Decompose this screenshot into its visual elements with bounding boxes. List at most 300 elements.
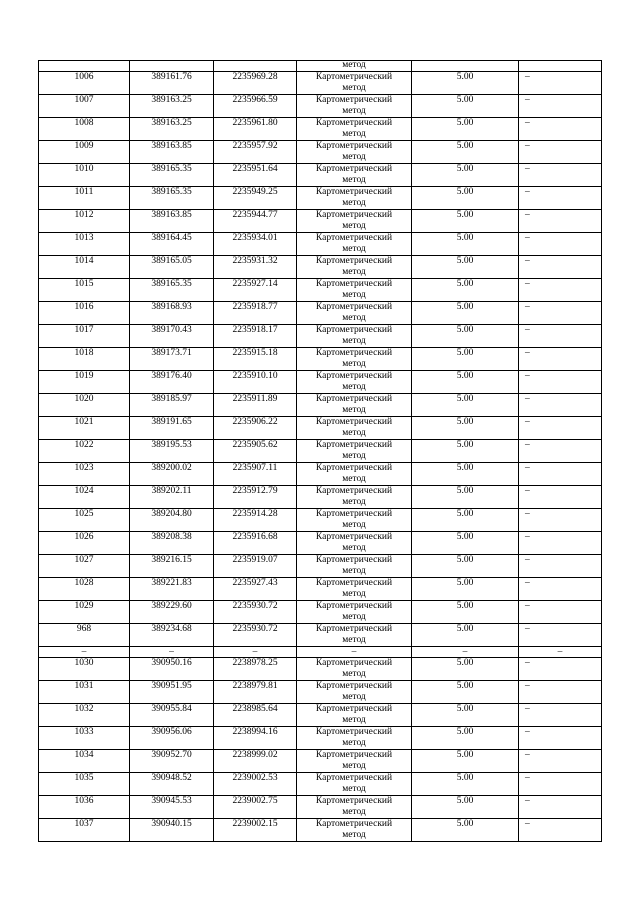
table-row <box>39 371 602 394</box>
point-number-cell: 968 <box>39 624 130 647</box>
method-line-1: Картометрический <box>315 141 393 151</box>
x-coordinate-cell: 389170.43 <box>130 325 214 348</box>
table-row <box>39 532 602 555</box>
separator-dash-cell: – <box>130 647 214 658</box>
description-cell: – <box>519 773 602 796</box>
point-number-cell: 1031 <box>39 681 130 704</box>
accuracy-cell: 5.00 <box>412 72 519 95</box>
description-cell: – <box>519 302 602 325</box>
y-coordinate-cell: 2239002.75 <box>214 796 297 819</box>
x-coordinate-cell: 389216.15 <box>130 555 214 578</box>
method-line-1: Картометрический <box>315 578 393 588</box>
method-line-1: Картометрический <box>315 704 393 714</box>
method-line-1: Картометрический <box>315 348 393 358</box>
method-line-1: Картометрический <box>315 118 393 128</box>
y-coordinate-cell: 2238979.81 <box>214 681 297 704</box>
y-coordinate-cell: 2235966.59 <box>214 95 297 118</box>
method-line-2: метод <box>342 566 366 576</box>
point-number-cell: 1017 <box>39 325 130 348</box>
table-row <box>39 325 602 348</box>
accuracy-cell: 5.00 <box>412 727 519 750</box>
table-row <box>39 727 602 750</box>
x-coordinate-cell: 389164.45 <box>130 233 214 256</box>
method-line-2: метод <box>342 221 366 231</box>
x-coordinate-cell: 389173.71 <box>130 348 214 371</box>
method-cell <box>297 95 412 118</box>
point-number-cell: 1023 <box>39 463 130 486</box>
method-line-2: метод <box>342 761 366 771</box>
description-cell: – <box>519 325 602 348</box>
x-coordinate-cell: 390940.15 <box>130 819 214 842</box>
x-coordinate-cell: 390951.95 <box>130 681 214 704</box>
separator-dash-cell: – <box>39 647 130 658</box>
method-line-2: метод <box>342 244 366 254</box>
accuracy-cell: 5.00 <box>412 819 519 842</box>
y-coordinate-cell: 2235915.18 <box>214 348 297 371</box>
point-number-cell: 1020 <box>39 394 130 417</box>
table-row <box>39 578 602 601</box>
table-row <box>39 750 602 773</box>
separator-dash-cell: – <box>412 647 519 658</box>
accuracy-cell: 5.00 <box>412 796 519 819</box>
description-cell: – <box>519 658 602 681</box>
method-line-2: метод <box>342 382 366 392</box>
description-cell: – <box>519 279 602 302</box>
method-line-1: Картометрический <box>315 486 393 496</box>
method-cell <box>297 210 412 233</box>
method-cell <box>297 256 412 279</box>
y-coordinate-cell: 2238994.16 <box>214 727 297 750</box>
method-cell <box>297 819 412 842</box>
method-line-2: метод <box>342 543 366 553</box>
method-line-2: метод <box>342 152 366 162</box>
point-number-cell: 1036 <box>39 796 130 819</box>
point-number-cell: 1030 <box>39 658 130 681</box>
table-row <box>39 279 602 302</box>
x-coordinate-cell: 389165.35 <box>130 187 214 210</box>
y-coordinate-cell: 2235912.79 <box>214 486 297 509</box>
x-coordinate-cell: 389176.40 <box>130 371 214 394</box>
description-cell: – <box>519 509 602 532</box>
table-row-separator <box>39 647 602 658</box>
point-number-cell: 1025 <box>39 509 130 532</box>
accuracy-cell: 5.00 <box>412 348 519 371</box>
method-line-2: метод <box>342 669 366 679</box>
method-line-1: Картометрический <box>315 796 393 806</box>
y-coordinate-cell: 2235918.77 <box>214 302 297 325</box>
accuracy-cell: 5.00 <box>412 164 519 187</box>
method-cell <box>297 72 412 95</box>
y-coordinate-cell: 2235906.22 <box>214 417 297 440</box>
x-coordinate-cell: 389168.93 <box>130 302 214 325</box>
method-line-1: Картометрический <box>315 750 393 760</box>
y-coordinate-cell: 2235930.72 <box>214 601 297 624</box>
y-coordinate-cell: 2235969.28 <box>214 72 297 95</box>
method-line-2: метод <box>342 405 366 415</box>
x-coordinate-cell: 389221.83 <box>130 578 214 601</box>
method-line-2: метод <box>342 290 366 300</box>
method-line-2: метод <box>342 589 366 599</box>
table-row-continued <box>39 61 602 72</box>
point-number-cell: 1024 <box>39 486 130 509</box>
point-number-cell: 1011 <box>39 187 130 210</box>
method-cell <box>297 624 412 647</box>
method-cell <box>297 486 412 509</box>
method-line-1: Картометрический <box>315 624 393 634</box>
method-cell <box>297 187 412 210</box>
description-cell: – <box>519 704 602 727</box>
document-page <box>38 60 601 842</box>
description-cell: – <box>519 164 602 187</box>
x-coordinate-cell: 389165.35 <box>130 164 214 187</box>
y-coordinate-cell: 2239002.53 <box>214 773 297 796</box>
y-coordinate-cell: 2238985.64 <box>214 704 297 727</box>
accuracy-cell: 5.00 <box>412 417 519 440</box>
description-cell: – <box>519 256 602 279</box>
table-row <box>39 681 602 704</box>
method-line-2: метод <box>342 635 366 645</box>
method-line-2: метод <box>342 520 366 530</box>
accuracy-cell: 5.00 <box>412 624 519 647</box>
description-cell: – <box>519 819 602 842</box>
method-cell <box>297 704 412 727</box>
method-cell <box>297 417 412 440</box>
accuracy-cell: 5.00 <box>412 210 519 233</box>
x-coordinate-cell: 389163.25 <box>130 95 214 118</box>
method-cell <box>297 118 412 141</box>
description-cell: – <box>519 555 602 578</box>
method-line-2: метод <box>342 474 366 484</box>
point-number-cell: 1010 <box>39 164 130 187</box>
table-row <box>39 187 602 210</box>
accuracy-cell: 5.00 <box>412 233 519 256</box>
x-coordinate-cell: 389234.68 <box>130 624 214 647</box>
y-coordinate-cell: 2235910.10 <box>214 371 297 394</box>
table-row <box>39 141 602 164</box>
method-cell <box>297 279 412 302</box>
method-cell <box>297 601 412 624</box>
y-coordinate-cell: 2235957.92 <box>214 141 297 164</box>
method-cell: метод <box>297 61 412 72</box>
point-number-cell: 1013 <box>39 233 130 256</box>
point-number-cell: 1016 <box>39 302 130 325</box>
point-number-cell: 1012 <box>39 210 130 233</box>
point-number-cell: 1026 <box>39 532 130 555</box>
method-line-2: метод <box>342 451 366 461</box>
accuracy-cell: 5.00 <box>412 555 519 578</box>
y-coordinate-cell: 2235916.68 <box>214 532 297 555</box>
x-coordinate-cell: 389163.25 <box>130 118 214 141</box>
accuracy-cell: 5.00 <box>412 95 519 118</box>
table-row <box>39 302 602 325</box>
x-coordinate-cell <box>130 61 214 72</box>
method-line-1: Картометрический <box>315 440 393 450</box>
point-number-cell: 1029 <box>39 601 130 624</box>
table-row <box>39 417 602 440</box>
description-cell: – <box>519 624 602 647</box>
y-coordinate-cell: 2235927.43 <box>214 578 297 601</box>
y-coordinate-cell: 2235927.14 <box>214 279 297 302</box>
method-cell <box>297 440 412 463</box>
accuracy-cell: 5.00 <box>412 704 519 727</box>
point-number-cell: 1019 <box>39 371 130 394</box>
method-cell <box>297 796 412 819</box>
description-cell <box>519 61 602 72</box>
table-row <box>39 95 602 118</box>
description-cell: – <box>519 95 602 118</box>
method-line-1: Картометрический <box>315 532 393 542</box>
method-cell <box>297 509 412 532</box>
table-row <box>39 773 602 796</box>
y-coordinate-cell: 2235951.64 <box>214 164 297 187</box>
method-line-1: Картометрический <box>315 187 393 197</box>
method-cell <box>297 658 412 681</box>
table-row <box>39 486 602 509</box>
table-row <box>39 463 602 486</box>
table-row <box>39 819 602 842</box>
x-coordinate-cell: 389185.97 <box>130 394 214 417</box>
separator-dash-cell: – <box>297 647 412 658</box>
method-line-1: Картометрический <box>315 819 393 829</box>
method-line-2: метод <box>342 830 366 840</box>
y-coordinate-cell: 2235930.72 <box>214 624 297 647</box>
table-body <box>39 61 602 842</box>
method-line-1: Картометрический <box>315 727 393 737</box>
description-cell: – <box>519 796 602 819</box>
accuracy-cell: 5.00 <box>412 658 519 681</box>
description-cell: – <box>519 233 602 256</box>
method-cell <box>297 233 412 256</box>
accuracy-cell: 5.00 <box>412 601 519 624</box>
method-line-2: метод <box>342 784 366 794</box>
point-number-cell: 1037 <box>39 819 130 842</box>
accuracy-cell: 5.00 <box>412 773 519 796</box>
point-number-cell: 1035 <box>39 773 130 796</box>
method-line-2: метод <box>342 692 366 702</box>
method-cell <box>297 532 412 555</box>
method-cell <box>297 727 412 750</box>
description-cell: – <box>519 463 602 486</box>
accuracy-cell: 5.00 <box>412 750 519 773</box>
x-coordinate-cell: 389208.38 <box>130 532 214 555</box>
method-line-1: Картометрический <box>315 681 393 691</box>
coordinates-table <box>38 60 602 842</box>
x-coordinate-cell: 390952.70 <box>130 750 214 773</box>
method-line-1: Картометрический <box>315 233 393 243</box>
x-coordinate-cell: 389200.02 <box>130 463 214 486</box>
method-cell <box>297 394 412 417</box>
point-number-cell: 1033 <box>39 727 130 750</box>
table-row <box>39 440 602 463</box>
method-line-1: Картометрический <box>315 658 393 668</box>
method-line-2: метод <box>342 175 366 185</box>
y-coordinate-cell: 2235944.77 <box>214 210 297 233</box>
method-line-1: Картометрический <box>315 72 393 82</box>
accuracy-cell: 5.00 <box>412 141 519 164</box>
accuracy-cell: 5.00 <box>412 440 519 463</box>
method-cell <box>297 555 412 578</box>
point-number-cell: 1028 <box>39 578 130 601</box>
y-coordinate-cell <box>214 61 297 72</box>
table-row <box>39 394 602 417</box>
method-line-2: метод <box>342 313 366 323</box>
x-coordinate-cell: 390948.52 <box>130 773 214 796</box>
x-coordinate-cell: 390955.84 <box>130 704 214 727</box>
description-cell: – <box>519 394 602 417</box>
description-cell: – <box>519 486 602 509</box>
method-line-1: Картометрический <box>315 95 393 105</box>
table-row <box>39 118 602 141</box>
x-coordinate-cell: 390950.16 <box>130 658 214 681</box>
table-row <box>39 796 602 819</box>
description-cell: – <box>519 348 602 371</box>
point-number-cell: 1021 <box>39 417 130 440</box>
method-line-1: Картометрический <box>315 555 393 565</box>
x-coordinate-cell: 389191.65 <box>130 417 214 440</box>
y-coordinate-cell: 2235918.17 <box>214 325 297 348</box>
y-coordinate-cell: 2239002.15 <box>214 819 297 842</box>
accuracy-cell: 5.00 <box>412 681 519 704</box>
method-cell <box>297 141 412 164</box>
point-number-cell: 1018 <box>39 348 130 371</box>
method-line-2: метод <box>342 336 366 346</box>
method-line-1: Картометрический <box>315 773 393 783</box>
table-row <box>39 164 602 187</box>
y-coordinate-cell: 2235914.28 <box>214 509 297 532</box>
method-line-2: метод <box>342 807 366 817</box>
x-coordinate-cell: 389163.85 <box>130 210 214 233</box>
x-coordinate-cell: 389165.35 <box>130 279 214 302</box>
x-coordinate-cell: 389165.05 <box>130 256 214 279</box>
point-number-cell: 1008 <box>39 118 130 141</box>
accuracy-cell: 5.00 <box>412 394 519 417</box>
method-line-2: метод <box>342 198 366 208</box>
method-cell <box>297 164 412 187</box>
accuracy-cell: 5.00 <box>412 371 519 394</box>
method-cell <box>297 750 412 773</box>
method-line-2: метод <box>342 267 366 277</box>
method-line-1: Картометрический <box>315 210 393 220</box>
description-cell: – <box>519 681 602 704</box>
point-number-cell: 1027 <box>39 555 130 578</box>
x-coordinate-cell: 390945.53 <box>130 796 214 819</box>
method-cell <box>297 773 412 796</box>
method-line-2: метод <box>342 612 366 622</box>
method-line-1: Картометрический <box>315 164 393 174</box>
description-cell: – <box>519 727 602 750</box>
description-cell: – <box>519 72 602 95</box>
description-cell: – <box>519 532 602 555</box>
table-row <box>39 624 602 647</box>
method-line-1: Картометрический <box>315 394 393 404</box>
description-cell: – <box>519 210 602 233</box>
method-cell <box>297 302 412 325</box>
method-line-1: Картометрический <box>315 463 393 473</box>
accuracy-cell: 5.00 <box>412 256 519 279</box>
point-number-cell: 1034 <box>39 750 130 773</box>
x-coordinate-cell: 389195.53 <box>130 440 214 463</box>
table-row <box>39 72 602 95</box>
table-row <box>39 704 602 727</box>
point-number-cell: 1014 <box>39 256 130 279</box>
method-line-2: метод <box>342 83 366 93</box>
description-cell: – <box>519 750 602 773</box>
table-row <box>39 210 602 233</box>
table-row <box>39 555 602 578</box>
method-cell <box>297 325 412 348</box>
x-coordinate-cell: 389163.85 <box>130 141 214 164</box>
accuracy-cell: 5.00 <box>412 532 519 555</box>
method-line-2: метод <box>342 497 366 507</box>
method-cell <box>297 371 412 394</box>
accuracy-cell: 5.00 <box>412 118 519 141</box>
method-line-2: метод <box>342 359 366 369</box>
x-coordinate-cell: 389204.80 <box>130 509 214 532</box>
method-cell <box>297 463 412 486</box>
table-row <box>39 509 602 532</box>
y-coordinate-cell: 2235911.89 <box>214 394 297 417</box>
x-coordinate-cell: 389229.60 <box>130 601 214 624</box>
description-cell: – <box>519 440 602 463</box>
accuracy-cell: 5.00 <box>412 325 519 348</box>
y-coordinate-cell: 2235934.01 <box>214 233 297 256</box>
description-cell: – <box>519 118 602 141</box>
accuracy-cell: 5.00 <box>412 187 519 210</box>
description-cell: – <box>519 141 602 164</box>
y-coordinate-cell: 2235919.07 <box>214 555 297 578</box>
y-coordinate-cell: 2235961.80 <box>214 118 297 141</box>
point-number-cell: 1022 <box>39 440 130 463</box>
y-coordinate-cell: 2235949.25 <box>214 187 297 210</box>
point-number-cell: 1015 <box>39 279 130 302</box>
table-row <box>39 658 602 681</box>
method-line-1: Картометрический <box>315 325 393 335</box>
y-coordinate-cell: 2238999.02 <box>214 750 297 773</box>
accuracy-cell <box>412 61 519 72</box>
separator-dash-cell: – <box>214 647 297 658</box>
accuracy-cell: 5.00 <box>412 486 519 509</box>
method-line-1: Картометрический <box>315 302 393 312</box>
description-cell: – <box>519 417 602 440</box>
table-row <box>39 256 602 279</box>
point-number-cell: 1006 <box>39 72 130 95</box>
accuracy-cell: 5.00 <box>412 578 519 601</box>
y-coordinate-cell: 2238978.25 <box>214 658 297 681</box>
method-line-2: метод <box>342 129 366 139</box>
method-cell <box>297 681 412 704</box>
y-coordinate-cell: 2235907.11 <box>214 463 297 486</box>
x-coordinate-cell: 389202.11 <box>130 486 214 509</box>
point-number-cell <box>39 61 130 72</box>
accuracy-cell: 5.00 <box>412 302 519 325</box>
description-cell: – <box>519 578 602 601</box>
table-row <box>39 233 602 256</box>
method-line-1: Картометрический <box>315 371 393 381</box>
x-coordinate-cell: 390956.06 <box>130 727 214 750</box>
description-cell: – <box>519 187 602 210</box>
method-line-1: Картометрический <box>315 279 393 289</box>
y-coordinate-cell: 2235905.62 <box>214 440 297 463</box>
method-line-1: Картометрический <box>315 417 393 427</box>
accuracy-cell: 5.00 <box>412 279 519 302</box>
method-line-2: метод <box>342 428 366 438</box>
point-number-cell: 1007 <box>39 95 130 118</box>
accuracy-cell: 5.00 <box>412 463 519 486</box>
method-cell <box>297 578 412 601</box>
point-number-cell: 1032 <box>39 704 130 727</box>
table-row <box>39 348 602 371</box>
method-line-1: Картометрический <box>315 256 393 266</box>
